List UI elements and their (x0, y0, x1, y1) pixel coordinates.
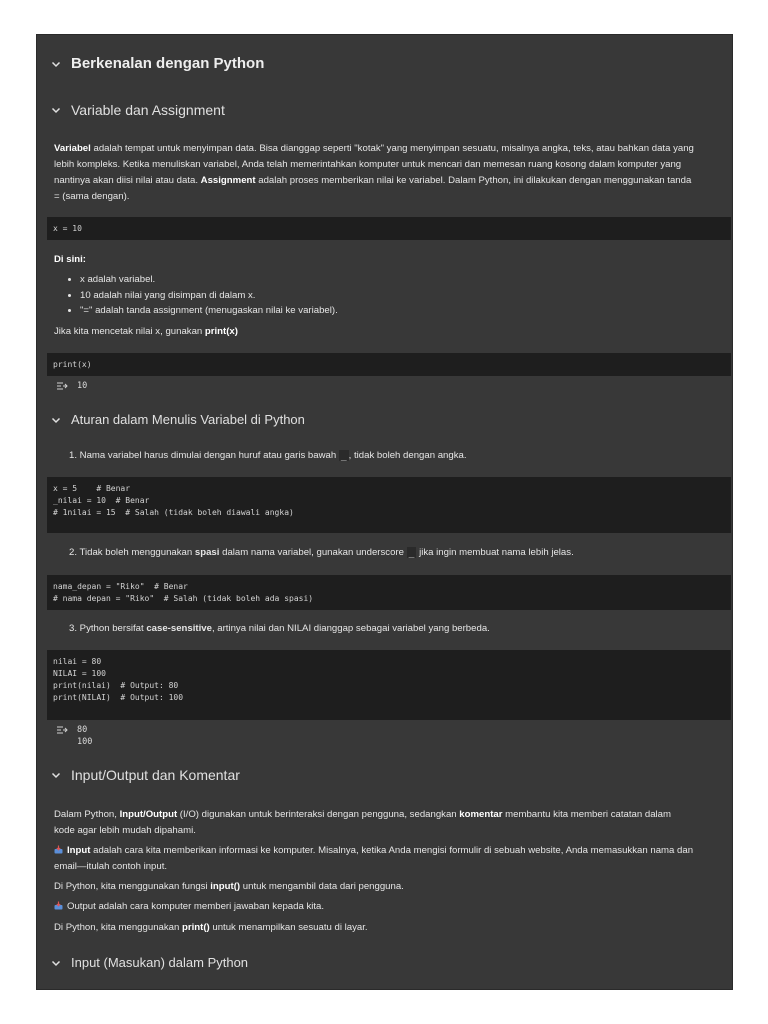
section-title: Input/Output dan Komentar (71, 767, 240, 783)
section-header-rules[interactable] (49, 412, 305, 427)
output-toggle-icon[interactable] (55, 381, 69, 391)
io-bold: input() (210, 881, 241, 892)
output-text: 80 100 (77, 725, 93, 747)
print-instruction (54, 324, 694, 340)
rule-item-2 (69, 545, 574, 561)
io-text: (I/O) digunakan untuk berinteraksi dengan pengguna, sedangkan (177, 809, 460, 820)
intro-text-1: adalah tempat untuk menyimpan data. Bisa dianggap seperti "kotak" yang menyimpan sesuatu, misalnya angka, teks, atau bahkan data yang lebih kompleks. Ketika menuliskan variabel, Anda telah memerintahkan komputer untuk mencari dan memesan ruang kosong dalam komputer yang nantinya akan diisi nilai atau data. (54, 143, 694, 186)
list-item: • x adalah variabel. (80, 272, 338, 288)
output-paragraph (54, 899, 694, 915)
chevron-down-icon[interactable] (49, 57, 63, 71)
cell-output (55, 380, 87, 392)
chevron-down-icon[interactable] (49, 413, 63, 427)
io-text: Di Python, kita menggunakan (54, 922, 182, 933)
rule-bold: case-sensitive (146, 623, 212, 634)
inbox-tray-icon (54, 844, 63, 853)
rule-text: , tidak boleh dengan angka. (348, 450, 467, 461)
term-assignment: Assignment (200, 175, 256, 186)
code-cell[interactable]: print(x) (47, 353, 731, 376)
section-header-input[interactable] (49, 955, 248, 970)
section-header-io[interactable] (49, 767, 240, 783)
io-text: untuk mengambil data dari pengguna. (240, 881, 404, 892)
rule-text: jika ingin membuat nama lebih jelas. (416, 547, 574, 558)
io-bold: print() (182, 922, 210, 933)
cell-output (55, 724, 92, 748)
io-text: Dalam Python, (54, 809, 120, 820)
rule-text: , artinya nilai dan NILAI dianggap sebagai variabel yang berbeda. (211, 623, 490, 634)
list-item: • 10 adalah nilai yang disimpan di dalam x. (80, 288, 338, 304)
io-paragraph (54, 807, 694, 839)
disini-bold: Di sini: (54, 254, 86, 265)
output-text: 10 (77, 381, 88, 391)
inbox-tray-icon (54, 900, 63, 909)
inline-code: _ (340, 450, 347, 461)
io-text: untuk menampilkan sesuatu di layar. (209, 922, 368, 933)
rule-item-3 (69, 621, 490, 637)
intro-paragraph (54, 141, 694, 205)
list-item: • "=" adalah tanda assignment (menugaskan nilai ke variabel). (80, 303, 338, 319)
section-title: Input (Masukan) dalam Python (71, 955, 249, 970)
chevron-down-icon[interactable] (49, 103, 63, 117)
section-title: Aturan dalam Menulis Variabel di Python (71, 412, 305, 427)
io-text: adalah cara kita memberikan informasi ke komputer. Misalnya, ketika Anda mengisi formulir di sebuah website, Anda memasukkan nama dan email—itulah contoh input. (54, 845, 694, 872)
io-text: Output adalah cara komputer memberi jawaban kepada kita. (67, 901, 325, 912)
input-func-paragraph (54, 879, 694, 895)
rule-item-1 (69, 448, 467, 464)
chevron-down-icon[interactable] (49, 956, 63, 970)
code-cell[interactable]: nilai = 80 NILAI = 100 print(nilai) # Output: 80 print(NILAI) # Output: 100 (47, 650, 731, 720)
inline-code: _ (408, 547, 415, 558)
io-text: membantu kita memberi catatan dalam kode agar lebih mudah dipahami. (54, 809, 671, 836)
chevron-down-icon[interactable] (49, 768, 63, 782)
print-bold: print(x) (204, 326, 238, 337)
print-func-paragraph (54, 920, 694, 936)
code-cell[interactable]: x = 10 (47, 217, 731, 240)
rule-text: 2. Tidak boleh menggunakan (69, 547, 195, 558)
section-title: Variable dan Assignment (71, 102, 225, 118)
disini-label (54, 252, 694, 268)
notebook-panel (36, 34, 733, 990)
rule-text: 1. Nama variabel harus dimulai dengan huruf atau garis bawah (69, 450, 339, 461)
input-paragraph (54, 843, 694, 875)
io-text: Di Python, kita menggunakan fungsi (54, 881, 211, 892)
output-toggle-icon[interactable] (55, 725, 69, 735)
disini-list (54, 272, 338, 319)
main-title: Berkenalan dengan Python (71, 55, 265, 72)
section-header-berkenalan[interactable] (49, 55, 264, 72)
rule-text: 3. Python bersifat (69, 623, 147, 634)
rule-text: dalam nama variabel, gunakan underscore (219, 547, 407, 558)
code-cell[interactable]: nama_depan = "Riko" # Benar # nama depan = "Riko" # Salah (tidak boleh ada spasi) (47, 575, 731, 610)
io-bold: Input/Output (119, 809, 178, 820)
print-text: Jika kita mencetak nilai x, gunakan (54, 326, 205, 337)
io-bold: Input (67, 845, 91, 856)
intro-text-2: adalah proses memberikan nilai ke variabel. Dalam Python, ini dilakukan dengan menggunakan tanda = (sama dengan). (54, 175, 692, 202)
term-variabel: Variabel (54, 143, 91, 154)
section-header-variable[interactable] (49, 102, 225, 118)
rule-bold: spasi (194, 547, 220, 558)
io-bold: komentar (459, 809, 503, 820)
code-cell[interactable]: x = 5 # Benar _nilai = 10 # Benar # 1nilai = 15 # Salah (tidak boleh diawali angka) (47, 477, 731, 533)
